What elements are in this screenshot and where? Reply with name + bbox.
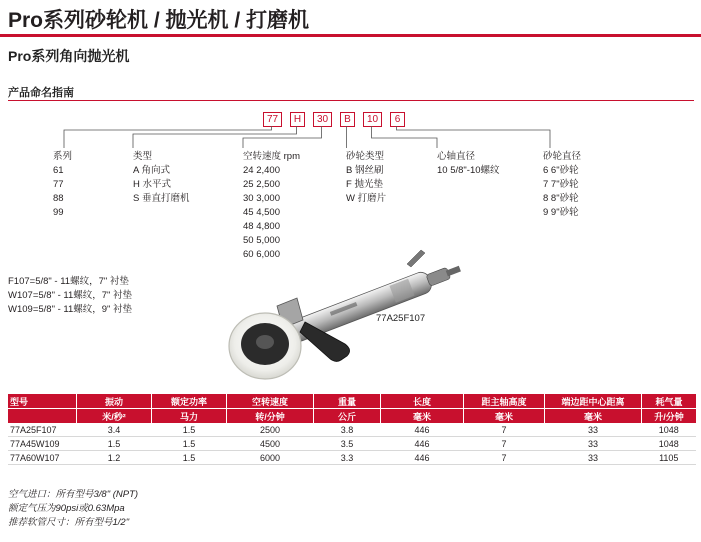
page-title: Pro系列砂轮机 / 抛光机 / 打磨机 <box>8 9 310 32</box>
code-box-wheel-type: B <box>340 112 355 127</box>
table-cell: 77A45W109 <box>8 437 77 451</box>
column-type-item: H 水平式 <box>133 179 172 190</box>
col-header: 重量 <box>314 394 381 409</box>
column-type-item: S 垂直打磨机 <box>133 193 190 204</box>
table-cell: 1.5 <box>152 423 227 437</box>
col-header: 空转速度 <box>227 394 314 409</box>
code-box-type: H <box>290 112 305 127</box>
col-unit <box>8 409 77 424</box>
col-header: 振动 <box>77 394 152 409</box>
table-cell: 1.5 <box>152 451 227 465</box>
product-model-label: 77A25F107 <box>376 313 426 324</box>
table-cell: 33 <box>545 451 642 465</box>
table-cell: 33 <box>545 437 642 451</box>
column-wheel-dia-item: 8 8"砂轮 <box>543 193 579 204</box>
table-cell: 446 <box>381 437 464 451</box>
footer-note: 空气进口：所有型号3/8" (NPT) <box>8 489 139 500</box>
table-row <box>8 437 696 451</box>
column-spindle-heading: 心轴直径 <box>437 151 476 162</box>
column-wheel-type-item: F 抛光垫 <box>346 179 383 190</box>
column-speed-item: 30 3,000 <box>243 193 280 204</box>
pad-note: W107=5/8" - 11螺纹，7" 衬垫 <box>8 290 133 301</box>
column-type-item: A 角向式 <box>133 165 170 176</box>
spec-table-unit-row <box>8 409 696 424</box>
column-spindle-item: 10 5/8"-10螺纹 <box>437 165 500 176</box>
col-unit: 毫米 <box>545 409 642 424</box>
col-unit: 米/秒² <box>77 409 152 424</box>
table-cell: 3.3 <box>314 451 381 465</box>
table-cell: 1105 <box>642 451 697 465</box>
page-subtitle: Pro系列角向抛光机 <box>8 48 130 64</box>
col-header: 型号 <box>8 394 77 409</box>
table-cell: 33 <box>545 423 642 437</box>
col-header: 耗气量 <box>642 394 697 409</box>
column-wheel-type-item: B 钢丝刷 <box>346 165 384 176</box>
column-wheel-dia-heading: 砂轮直径 <box>543 151 582 162</box>
table-cell: 3.4 <box>77 423 152 437</box>
table-cell: 4500 <box>227 437 314 451</box>
col-header: 长度 <box>381 394 464 409</box>
table-cell: 1.5 <box>152 437 227 451</box>
column-speed-item: 45 4,500 <box>243 207 280 218</box>
table-cell: 1048 <box>642 437 697 451</box>
column-series-item: 99 <box>53 207 64 218</box>
col-unit: 毫米 <box>464 409 545 424</box>
table-cell: 1.5 <box>77 437 152 451</box>
column-type <box>133 150 189 206</box>
pad-notes <box>8 275 132 317</box>
col-header: 距主轴高度 <box>464 394 545 409</box>
column-series-heading: 系列 <box>53 151 73 162</box>
column-wheel-type-item: W 打磨片 <box>346 193 387 204</box>
column-wheel-dia-item: 7 7"砂轮 <box>543 179 579 190</box>
table-cell: 3.8 <box>314 423 381 437</box>
column-wheel-dia <box>543 150 581 220</box>
pad-note: W109=5/8" - 11螺纹，9" 衬垫 <box>8 304 133 315</box>
pad-note: F107=5/8" - 11螺纹，7" 衬垫 <box>8 276 129 287</box>
col-unit: 公斤 <box>314 409 381 424</box>
table-cell: 77A25F107 <box>8 423 77 437</box>
column-series-item: 61 <box>53 165 64 176</box>
footer-note: 推荐软管尺寸：所有型号1/2" <box>8 517 130 528</box>
table-cell: 1048 <box>642 423 697 437</box>
column-speed-item: 60 6,000 <box>243 249 280 260</box>
table-cell: 7 <box>464 437 545 451</box>
column-wheel-type <box>346 150 386 206</box>
code-connector-lines <box>0 0 701 160</box>
column-wheel-dia-item: 9 9"砂轮 <box>543 207 579 218</box>
col-unit: 升/分钟 <box>642 409 697 424</box>
spec-table <box>8 394 696 465</box>
column-speed-item: 48 4,800 <box>243 221 280 232</box>
angle-polisher-illustration <box>225 236 475 386</box>
table-cell: 1.2 <box>77 451 152 465</box>
code-box-speed: 30 <box>313 112 332 127</box>
table-cell: 2500 <box>227 423 314 437</box>
column-spindle <box>437 150 500 178</box>
column-wheel-type-heading: 砂轮类型 <box>346 151 385 162</box>
col-unit: 转/分钟 <box>227 409 314 424</box>
code-box-wheel-dia: 6 <box>390 112 405 127</box>
column-series-item: 88 <box>53 193 64 204</box>
code-box-spindle: 10 <box>363 112 382 127</box>
table-cell: 3.5 <box>314 437 381 451</box>
column-speed-heading: 空转速度 rpm <box>243 151 301 162</box>
table-cell: 7 <box>464 423 545 437</box>
table-row <box>8 423 696 437</box>
col-unit: 毫米 <box>381 409 464 424</box>
col-unit: 马力 <box>152 409 227 424</box>
column-speed-item: 50 5,000 <box>243 235 280 246</box>
spec-table-header-row <box>8 394 696 409</box>
footer-note: 额定气压为90psi或0.63Mpa <box>8 503 125 514</box>
table-cell: 6000 <box>227 451 314 465</box>
col-header: 端边距中心距离 <box>545 394 642 409</box>
col-header: 额定功率 <box>152 394 227 409</box>
naming-guide-heading: 产品命名指南 <box>8 87 74 99</box>
column-speed-item: 24 2,400 <box>243 165 280 176</box>
column-speed-item: 25 2,500 <box>243 179 280 190</box>
column-type-heading: 类型 <box>133 151 153 162</box>
code-box-series: 77 <box>263 112 282 127</box>
footer-notes <box>8 488 138 530</box>
table-cell: 446 <box>381 451 464 465</box>
table-row <box>8 451 696 465</box>
column-series <box>53 150 72 220</box>
table-cell: 7 <box>464 451 545 465</box>
column-series-item: 77 <box>53 179 64 190</box>
table-cell: 77A60W107 <box>8 451 77 465</box>
table-cell: 446 <box>381 423 464 437</box>
column-wheel-dia-item: 6 6"砂轮 <box>543 165 579 176</box>
